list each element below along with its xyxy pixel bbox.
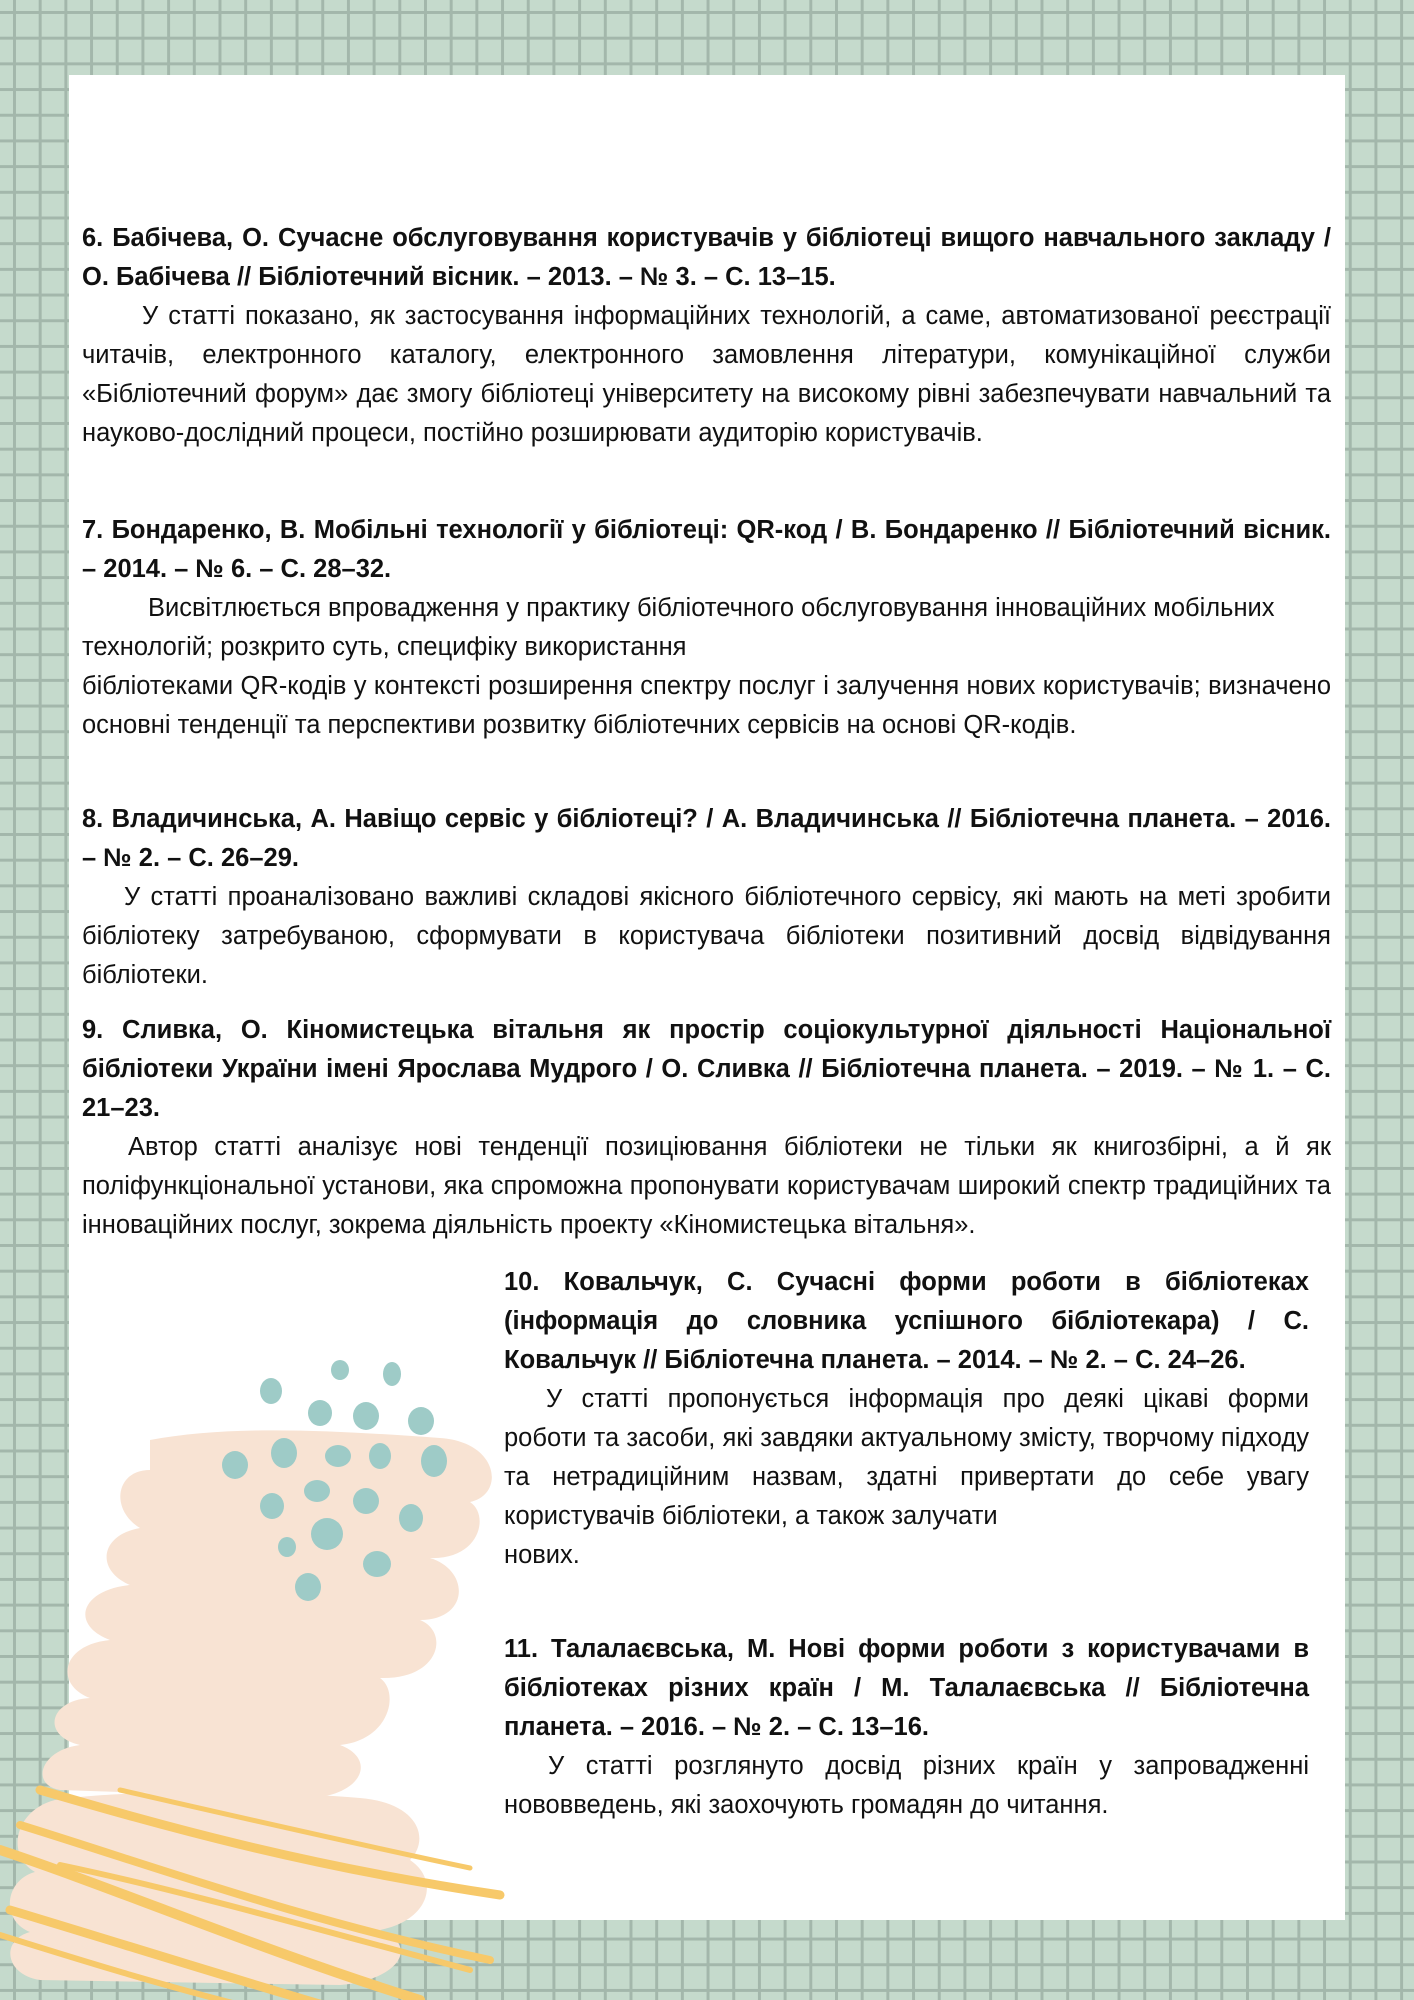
entry-description-line-1: Висвітлюється впровадження у практику бібліотечного обслуговування інноваційних мобільних технологій; розкрито суть, специфіку використання (82, 594, 1275, 661)
entry-title: 8. Владичинська, А. Навіщо сервіс у бібліотеці? / А. Владичинська // Бібліотечна планета. – 2016. – № 2. – С. 26–29. (82, 805, 1331, 872)
bibliography-entry-8 (82, 800, 1331, 995)
bibliography-entry-9 (82, 1011, 1331, 1245)
bibliography-entry-10 (504, 1263, 1309, 1575)
bibliography-entry-6 (82, 219, 1331, 453)
entry-title: 6. Бабічева, О. Сучасне обслуговування користувачів у бібліотеці вищого навчального закладу / О. Бабічева // Бібліотечний вісник. – 2013. – № 3. – С. 13–15. (82, 224, 1331, 291)
entry-description: Автор статті аналізує нові тенденції позиціювання бібліотеки не тільки як книгозбірні, а й як поліфункціональної установи, яка спроможна пропонувати користувачам широкий спектр традиційних та інноваційних послуг, зокрема діяльність проекту «Кіномистецька вітальня». (82, 1133, 1331, 1239)
entry-description-line-2: бібліотеками QR-кодів у контексті розширення спектру послуг і залучення нових користувачів; визначено основні тенденції та перспективи розвитку бібліотечних сервісів на основі QR-кодів. (82, 672, 1331, 739)
decorative-brush-artwork (0, 1320, 520, 2000)
entry-title: 7. Бондаренко, В. Мобільні технології у бібліотеці: QR-код / В. Бондаренко // Бібліотечний вісник. – 2014. – № 6. – С. 28–32. (82, 516, 1331, 583)
entry-description: У статті проаналізовано важливі складові якісного бібліотечного сервісу, які мають на меті зробити бібліотеку затребуваною, сформувати в користувача бібліотеки позитивний досвід відвідування бібліотеки. (82, 883, 1331, 989)
entry-description: У статті показано, як застосування інформаційних технологій, а саме, автоматизованої реєстрації читачів, електронного каталогу, електронного замовлення літератури, комунікаційної служби «Бібліотечний форум» дає змогу бібліотеці університету на високому рівні забезпечувати навчальний та науково-дослідний процеси, постійно розширювати аудиторію користувачів. (82, 302, 1331, 447)
bibliography-entry-11 (504, 1630, 1309, 1825)
bibliography-entry-7 (82, 511, 1331, 745)
entry-description: У статті розглянуто досвід різних країн у запровадженні нововведень, які заохочують громадян до читання. (504, 1752, 1309, 1819)
entry-title: 10. Ковальчук, С. Сучасні форми роботи в бібліотеках (інформація до словника успішного бібліотекара) / С. Ковальчук // Бібліотечна планета. – 2014. – № 2. – С. 24–26. (504, 1268, 1309, 1374)
entry-description-line-2: нових. (504, 1541, 580, 1569)
entry-title: 11. Талалаєвська, М. Нові форми роботи з користувачами в бібліотеках різних країн / М. Талалаєвська // Бібліотечна планета. – 2016. – № 2. – С. 13–16. (504, 1635, 1309, 1741)
entry-title: 9. Сливка, О. Кіномистецька вітальня як простір соціокультурної діяльності Національної бібліотеки України імені Ярослава Мудрого / О. Сливка // Бібліотечна планета. – 2019. – № 1. – С. 21–23. (82, 1016, 1331, 1122)
entry-description-line-1: У статті пропонується інформація про деякі цікаві форми роботи та засоби, які завдяки актуальному змісту, творчому підходу та нетрадиційним назвам, здатні привертати до себе увагу користувачів бібліотеки, а також залучати (504, 1385, 1309, 1530)
